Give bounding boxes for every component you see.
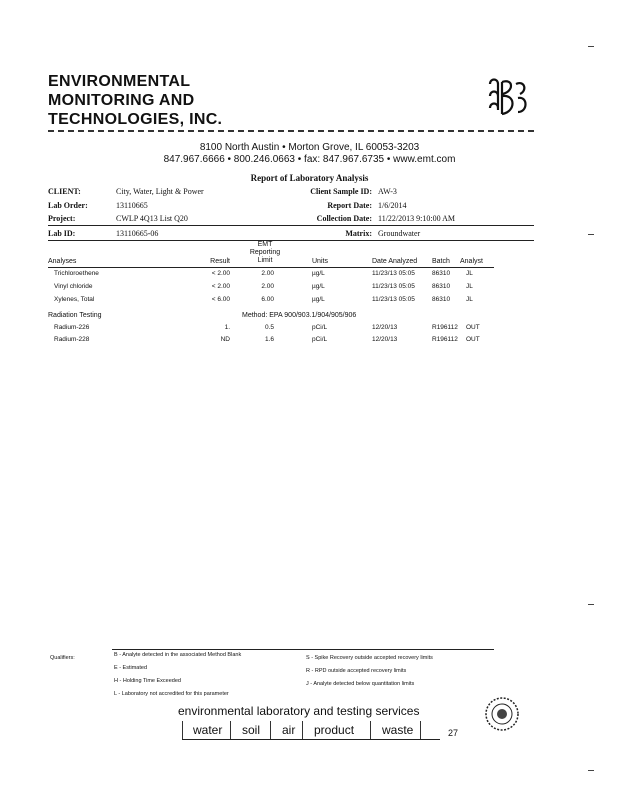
qualifiers-label: Qualifiers: <box>50 655 75 661</box>
phone-line: 847.967.6666 • 800.246.0663 • fax: 847.967.6735 • www.emt.com <box>163 154 456 165</box>
table-row-date: 11/23/13 05:05 <box>372 296 415 303</box>
collection-date-value: 11/22/2013 9:10:00 AM <box>378 214 456 223</box>
table-row-rl: 2.00 <box>261 283 274 290</box>
header-rule <box>48 130 534 132</box>
lab-order-label: Lab Order: <box>48 201 88 210</box>
table-row-result: < 2.00 <box>211 270 230 277</box>
table-row-result: 1. <box>224 324 230 331</box>
table-row-analyte: Xylenes, Total <box>54 296 95 303</box>
table-row-analyte: Vinyl chloride <box>54 283 93 290</box>
footer-bottom-rule <box>182 739 440 740</box>
table-row-result: < 6.00 <box>211 296 230 303</box>
footer-separator <box>270 721 271 739</box>
table-row-units: µg/L <box>312 296 325 303</box>
table-row-analyte: Trichloroethene <box>54 270 99 277</box>
project-value: CWLP 4Q13 List Q20 <box>116 214 188 223</box>
lab-order-value: 13110665 <box>116 201 148 210</box>
radiation-section-title: Radiation Testing <box>48 312 102 319</box>
col-date-analyzed: Date Analyzed <box>372 258 418 265</box>
table-row-analyst: JL <box>466 270 473 277</box>
col-analyses: Analyses <box>48 258 77 265</box>
col-result: Result <box>210 258 230 265</box>
table-row-rl: 1.6 <box>264 336 274 343</box>
qualifiers-top-rule <box>112 649 494 650</box>
qualifier-h: H - Holding Time Exceeded <box>114 678 181 684</box>
col-units: Units <box>312 258 328 265</box>
footer-tag-air: air <box>282 723 296 737</box>
qualifier-b: B - Analyte detected in the associated Method Blank <box>114 652 242 658</box>
client-value: City, Water, Light & Power <box>116 187 204 196</box>
margin-mark <box>588 770 594 771</box>
footer-separator <box>420 721 421 739</box>
table-row-rl: 6.00 <box>261 296 274 303</box>
lab-id-label: Lab ID: <box>48 229 76 238</box>
address-line: 8100 North Austin • Morton Grove, IL 60053-3203 <box>199 142 420 153</box>
qualifier-s: S - Spike Recovery outside accepted recovery limits <box>306 655 433 661</box>
footer-tag-waste: waste <box>382 723 414 737</box>
report-title: Report of Laboratory Analysis <box>250 173 369 183</box>
col-reporting-limit <box>238 241 292 265</box>
client-sample-value: AW-3 <box>378 187 397 196</box>
table-row-units: µg/L <box>312 270 325 277</box>
table-row-analyte: Radium-228 <box>54 336 90 343</box>
table-row-date: 12/20/13 <box>372 336 398 343</box>
project-label: Project: <box>48 214 76 223</box>
footer-separator <box>230 721 231 739</box>
qualifier-l: L - Laboratory not accredited for this parameter <box>114 691 229 697</box>
company-line-2: MONITORING AND <box>48 92 195 109</box>
table-row-analyst: JL <box>466 296 473 303</box>
footer-separator <box>302 721 303 739</box>
footer-separator <box>182 721 183 739</box>
matrix-value: Groundwater <box>378 229 421 238</box>
table-row-result: < 2.00 <box>211 283 230 290</box>
footer-tag-water: water <box>193 723 223 737</box>
table-header-rule <box>48 267 494 268</box>
table-row-units: pCi/L <box>312 324 328 331</box>
company-name <box>48 72 222 129</box>
emt-logo-icon <box>484 74 530 118</box>
margin-mark <box>588 604 594 605</box>
table-row-batch: 86310 <box>432 296 451 303</box>
col-batch: Batch <box>432 258 450 265</box>
footer-separator <box>370 721 371 739</box>
client-sample-label: Client Sample ID: <box>310 187 372 196</box>
table-row-rl: 0.5 <box>264 324 274 331</box>
qualifier-r: R - RPD outside accepted recovery limits <box>306 668 407 674</box>
table-row-analyst: JL <box>466 283 473 290</box>
table-row-units: pCi/L <box>312 336 328 343</box>
col-rl-line3: Limit <box>257 257 273 264</box>
footer-tag-soil: soil <box>242 723 261 737</box>
client-label: CLIENT: <box>48 187 81 196</box>
margin-mark <box>588 234 594 235</box>
table-row-batch: R196112 <box>432 324 458 331</box>
margin-mark <box>588 46 594 47</box>
report-date-value: 1/6/2014 <box>378 201 407 210</box>
table-row-batch: 86310 <box>432 270 451 277</box>
matrix-label: Matrix: <box>345 229 372 238</box>
col-analyst: Analyst <box>460 258 483 265</box>
footer-services: environmental laboratory and testing services <box>178 704 420 718</box>
company-line-3: TECHNOLOGIES, INC. <box>48 111 223 128</box>
col-rl-line1: EMT <box>257 241 273 248</box>
footer-tag-product: product <box>314 723 355 737</box>
info-divider <box>48 225 534 226</box>
table-row-batch: 86310 <box>432 283 451 290</box>
collection-date-label: Collection Date: <box>316 214 372 223</box>
table-row-date: 12/20/13 <box>372 324 398 331</box>
table-row-result: ND <box>220 336 230 343</box>
table-row-units: µg/L <box>312 283 325 290</box>
table-row-batch: R196112 <box>432 336 458 343</box>
company-line-1: ENVIRONMENTAL <box>48 73 191 90</box>
radiation-method: Method: EPA 900/903.1/904/905/906 <box>242 312 357 319</box>
page-number: 27 <box>448 728 459 738</box>
report-date-label: Report Date: <box>327 201 372 210</box>
qualifier-e: E - Estimated <box>114 665 148 671</box>
lab-id-value: 13110665-06 <box>116 229 159 238</box>
qualifier-j: J - Analyte detected below quantitation limits <box>306 681 415 687</box>
accreditation-seal-icon <box>484 696 520 732</box>
table-row-analyst: OUT <box>466 336 480 343</box>
table-row-date: 11/23/13 05:05 <box>372 283 415 290</box>
table-row-date: 11/23/13 05:05 <box>372 270 415 277</box>
table-row-analyst: OUT <box>466 324 480 331</box>
col-rl-line2: Reporting <box>249 249 281 256</box>
table-row-analyte: Radium-226 <box>54 324 90 331</box>
table-row-rl: 2.00 <box>261 270 274 277</box>
